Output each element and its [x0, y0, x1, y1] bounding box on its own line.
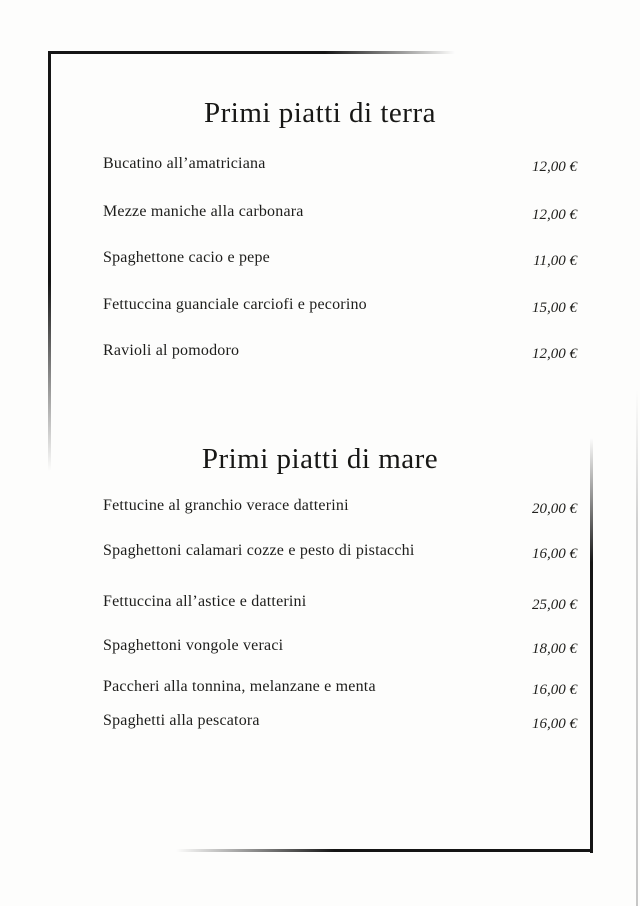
- menu-item-row: [103, 249, 577, 267]
- menu-item-row: [103, 678, 577, 696]
- menu-item-row: [103, 155, 577, 173]
- dish-price: 25,00 €: [532, 597, 577, 613]
- dish-name: Spaghetti alla pescatora: [103, 712, 260, 729]
- dish-name: Spaghettone cacio e pepe: [103, 249, 270, 266]
- section-title-terra: Primi piatti di terra: [204, 97, 436, 129]
- menu-item-row: [103, 497, 577, 515]
- frame-bottom-line: [176, 849, 593, 852]
- dish-price: 12,00 €: [532, 159, 577, 175]
- menu-item-row: [103, 712, 577, 730]
- dish-price: 20,00 €: [532, 501, 577, 517]
- dish-name: Fettuccina guanciale carciofi e pecorino: [103, 296, 367, 313]
- dish-name: Spaghettoni calamari cozze e pesto di pistacchi: [103, 542, 415, 559]
- dish-name: Ravioli al pomodoro: [103, 342, 240, 359]
- dish-price: 15,00 €: [532, 300, 577, 316]
- frame-top-line: [48, 51, 455, 54]
- dish-name: Fettucine al granchio verace datterini: [103, 497, 349, 514]
- dish-price: 16,00 €: [532, 682, 577, 698]
- dish-name: Fettuccina all’astice e datterini: [103, 593, 307, 610]
- menu-item-row: [103, 593, 577, 611]
- frame-right-line: [590, 438, 593, 853]
- dish-price: 12,00 €: [532, 207, 577, 223]
- menu-item-row: [103, 203, 577, 221]
- dish-price: 16,00 €: [532, 546, 577, 562]
- dish-name: Spaghettoni vongole veraci: [103, 637, 284, 654]
- dish-price: 11,00 €: [533, 253, 577, 269]
- menu-item-row: [103, 296, 577, 314]
- dish-price: 18,00 €: [532, 641, 577, 657]
- menu-item-row: [103, 542, 577, 560]
- dish-price: 16,00 €: [532, 716, 577, 732]
- section-title-mare: Primi piatti di mare: [201, 443, 439, 475]
- dish-name: Mezze maniche alla carbonara: [103, 203, 304, 220]
- dish-price: 12,00 €: [532, 346, 577, 362]
- menu-item-row: [103, 637, 577, 655]
- menu-item-row: [103, 342, 577, 360]
- dish-name: Paccheri alla tonnina, melanzane e menta: [103, 678, 376, 695]
- dish-name: Bucatino all’amatriciana: [103, 155, 266, 172]
